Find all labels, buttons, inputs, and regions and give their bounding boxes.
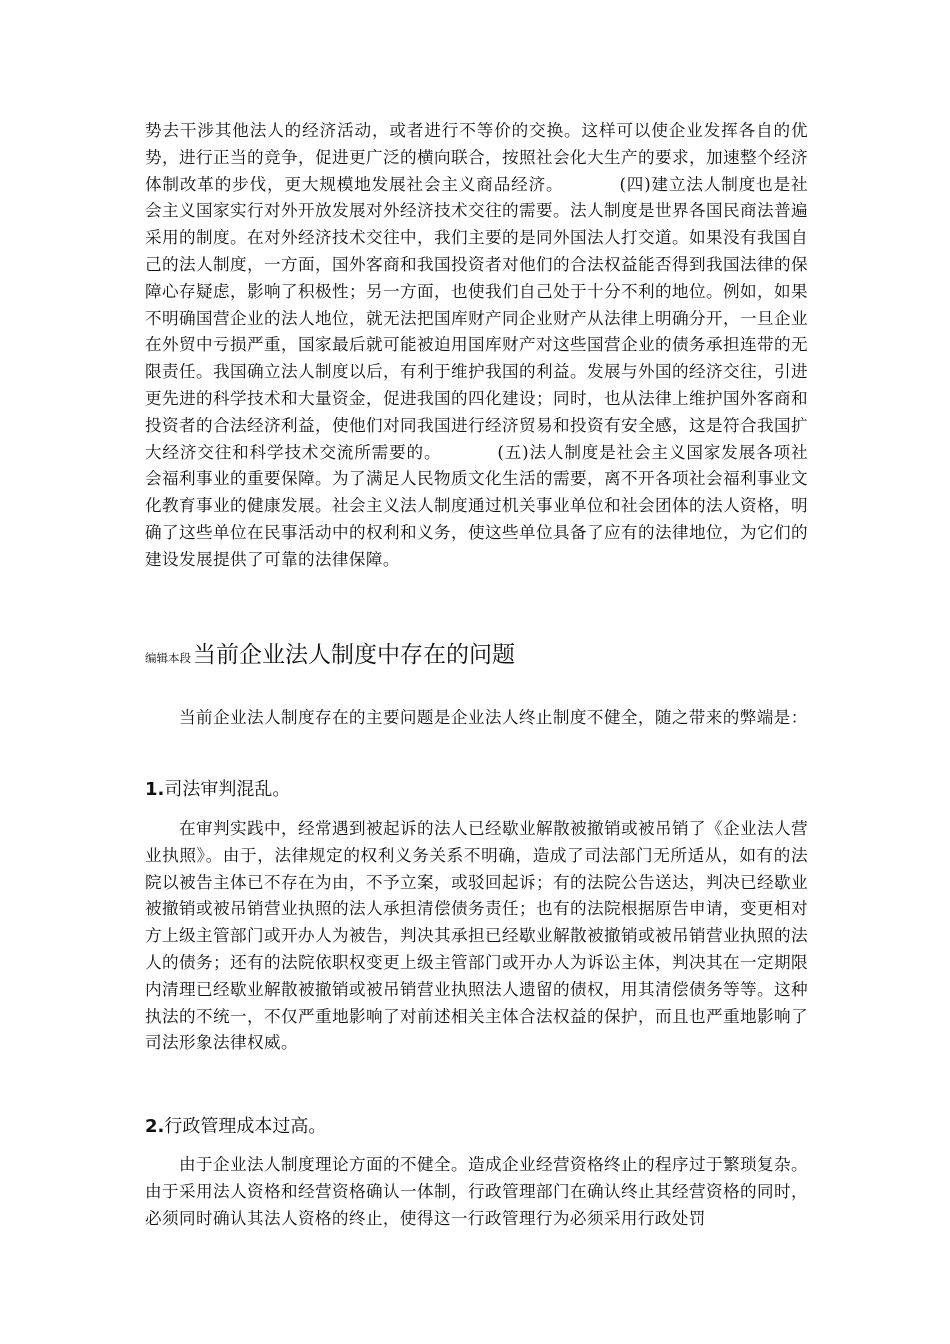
body-block-1: [145, 118, 808, 574]
section-heading: [145, 636, 515, 669]
paragraph-text-c: (五)法人制度是社会主义国家发展各项社会福利事业的重要保障。为了满足人民物质文化生活的需要，离不开各项社会福利事业文化教育事业的健康发展。社会主义法人制度通过机关事业单位和社会团体的法人资格，明确了这些单位在民事活动中的权利和义务，使这些单位具备了应有的法律地位，为它们的建设发展提供了可靠的法律保障。: [145, 442, 808, 569]
subheading-1: [145, 775, 808, 801]
sub2-paragraph: 由于企业法人制度理论方面的不健全。造成企业经营资格终止的程序过于繁琐复杂。由于采用法人资格和经营资格确认一体制，行政管理部门在确认终止其经营资格的同时，必须同时确认其法人资格的终止，使得这一行政管理行为必须采用行政处罚: [145, 1155, 808, 1228]
subheading-2-number: 2.: [145, 1116, 165, 1137]
intro-paragraph: 当前企业法人制度存在的主要问题是企业法人终止制度不健全，随之带来的弊端是：: [179, 708, 808, 727]
sub1-paragraph: 在审判实践中，经常遇到被起诉的法人已经歇业解散被撤销或被吊销了《企业法人营业执照》。由于，法律规定的权利义务关系不明确，造成了司法部门无所适从，如有的法院以被告主体已不存在为由，不予立案，或驳回起诉；有的法院公告送达，判决已经歇业被撤销或被吊销营业执照的法人承担清偿债务责任；也有的法院根据原告申请，变更相对方上级主管部门或开办人为被告，判决其承担已经歇业解散被撤销或被吊销营业执照的法人的债务；还有的法院依职权变更上级主管部门或开办人为诉讼主体，判决其在一定期限内清理已经歇业解散被撤销或被吊销营业执照法人遗留的债权，用其清偿债务等等。这种执法的不统一，不仅严重地影响了对前述相关主体合法权益的保护，而且也严重地影响了司法形象法律权威。: [145, 819, 808, 1053]
intro-block: [145, 705, 808, 732]
subheading-2: [145, 1112, 808, 1138]
paragraph-continuation: [145, 118, 808, 574]
subheading-2-title: 行政管理成本过高。: [164, 1116, 327, 1137]
section-title: 当前企业法人制度中存在的问题: [193, 642, 515, 668]
paragraph-text-b: (四)建立法人制度也是社会主义国家实行对外开放发展对外经济技术交往的需要。法人制度是世界各国民商法普遍采用的制度。在对外经济技术交往中，我们主要的是同外国法人打交道。如果没有我国自己的法人制度，一方面，国外客商和我国投资者对他们的合法权益能否得到我国法律的保障心存疑虑，影响了积极性；另一方面，也使我们自己处于十分不利的地位。例如，如果不明确国营企业的法人地位，就无法把国库财产同企业财产从法律上明确分开，一旦企业在外贸中亏损严重，国家最后就可能被迫用国库财产对这些国营企业的债务承担连带的无限责任。我国确立法人制度以后，有利于维护我国的利益。发展与外国的经济交往，引进更先进的科学技术和大量资金，促进我国的四化建设；同时，也从法律上维护国外客商和投资者的合法经济利益，使他们对同我国进行经济贸易和投资有安全感，这是符合我国扩大经济交往和科学技术交流所需要的。: [145, 174, 808, 462]
paragraph-text-a: 势去干涉其他法人的经济活动，或者进行不等价的交换。这样可以使企业发挥各自的优势，进行正当的竞争，促进更广泛的横向联合，按照社会化大生产的要求，加速整个经济体制改革的步伐，更大规模地发展社会主义商品经济。: [145, 121, 808, 194]
subheading-1-title: 司法审判混乱。: [164, 779, 291, 800]
sub1-body-block: [145, 816, 808, 1057]
sub2-body-block: [145, 1152, 808, 1232]
subheading-1-number: 1.: [145, 779, 165, 800]
edit-section-link[interactable]: 编辑本段: [145, 651, 191, 665]
